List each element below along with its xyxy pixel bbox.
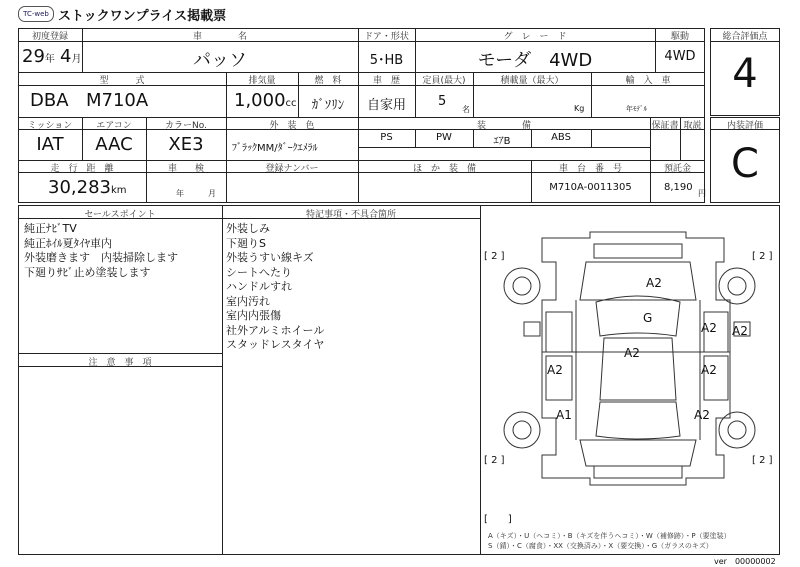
km-unit: km xyxy=(110,185,127,196)
damage-mark: A2 xyxy=(732,324,748,338)
drive-label: 駆動 xyxy=(670,32,689,42)
overall-rating-value: 4 xyxy=(732,51,758,97)
chassis-value: M710A-0011305 xyxy=(549,182,632,193)
special-note-item: シートへたり xyxy=(226,265,292,279)
caution-label: 注 意 事 項 xyxy=(88,358,152,368)
capacity-label: 定員(最大) xyxy=(422,76,466,86)
damage-mark: A2 xyxy=(701,321,717,335)
special-note-item: 外装うすい線キズ xyxy=(226,251,314,264)
spare-tire-mark: [ ] xyxy=(484,514,512,525)
type-label: 型 式 xyxy=(99,76,145,86)
aircon-label: エアコン xyxy=(96,121,132,131)
first-reg-value xyxy=(22,46,81,67)
legend-line: S（錆）・C（腐食）・XX（交換済み）・X（要交換）・G（ガラスのキズ） xyxy=(488,542,713,550)
import-label: 輸 入 車 xyxy=(625,76,671,86)
damage-mark: A2 xyxy=(547,363,563,377)
tire-mark-rear-right: [ 2 ] xyxy=(752,455,773,466)
equipment-label: 装 備 xyxy=(476,121,531,131)
color-value: ﾌﾞﾗｯｸMM/ﾀﾞｰｸｴﾒﾗﾙ xyxy=(232,143,318,154)
cc-unit: cc xyxy=(285,98,297,109)
deposit-value: 8,190 xyxy=(664,182,693,193)
month-unit: 月 xyxy=(71,54,82,65)
warranty-label: 保証書 xyxy=(651,121,679,131)
inspection-year-unit: 年 xyxy=(176,189,184,198)
tire-mark-front-right: [ 2 ] xyxy=(752,251,773,262)
overall-rating-label: 総合評価点 xyxy=(722,32,768,42)
manual-label: 取説 xyxy=(683,121,702,131)
special-note-item: スタッドレスタイヤ xyxy=(226,338,325,351)
equipment-airbag: ｴｱB xyxy=(493,136,511,147)
fuel-value: ｶﾞｿﾘﾝ xyxy=(311,98,345,113)
interior-rating-value: C xyxy=(731,141,759,187)
damage-mark: A2 xyxy=(646,276,662,290)
color-no-value: XE3 xyxy=(168,134,204,155)
special-note-item: ハンドルすれ xyxy=(226,280,292,293)
sales-point-item: 純正ﾎｲﾙ夏ﾀｲﾔ車内 xyxy=(24,236,112,250)
mission-value: IAT xyxy=(36,134,64,155)
first-reg-year: 29 xyxy=(22,46,45,67)
load-unit: Kg xyxy=(574,104,585,113)
interior-rating-label: 内装評価 xyxy=(726,121,763,131)
legend-line: A（キズ）・U（ヘコミ）・B（キズを伴うヘコミ）・W（補修跡）・P（要塗装） xyxy=(488,532,731,540)
mission-label: ミッション xyxy=(27,121,73,131)
damage-mark: G xyxy=(643,311,653,325)
first-reg-month: 4 xyxy=(60,46,72,67)
tire-mark-rear-left: [ 2 ] xyxy=(484,455,505,466)
damage-mark: A2 xyxy=(701,363,717,377)
chassis-label: 車 台 番 号 xyxy=(558,164,622,174)
type-value: M710A xyxy=(86,90,149,111)
equipment-ps: PS xyxy=(380,132,393,143)
damage-mark: A2 xyxy=(624,346,640,360)
page-title: ストックワンプライス掲載票 xyxy=(58,9,227,24)
equipment-pw: PW xyxy=(436,132,452,143)
special-note-item: 室内内張傷 xyxy=(226,309,281,322)
capacity-unit: 名 xyxy=(462,105,470,114)
displacement-label: 排気量 xyxy=(248,76,276,86)
special-notes-label: 特記事項・不具合箇所 xyxy=(305,210,396,220)
logo: TC-web xyxy=(18,6,54,22)
special-note-item: 外装しみ xyxy=(226,222,270,235)
grade-label: グ レ ー ド xyxy=(503,32,567,42)
displacement-value xyxy=(234,90,297,111)
sales-point-item: 純正ﾅﾋﾞTV xyxy=(24,222,77,235)
color-label: 外 装 色 xyxy=(269,121,315,131)
deposit-label: 預託金 xyxy=(663,164,691,174)
import-year-label: 年ﾓﾃﾞﾙ xyxy=(626,105,647,113)
sales-point-item: 下廻りｻﾋﾞ止め塗装します xyxy=(24,265,151,279)
mileage-label: 走 行 距 離 xyxy=(50,164,114,174)
drive-value: 4WD xyxy=(664,49,696,64)
car-name-value: パッソ xyxy=(193,50,247,71)
equipment-abs: ABS xyxy=(551,132,571,143)
damage-mark: A2 xyxy=(694,408,710,422)
sales-point-list xyxy=(24,222,178,280)
color-no-label: カラーNo. xyxy=(165,121,207,131)
special-note-item: 社外アルミホイール xyxy=(226,323,325,337)
car-name-label: 車 名 xyxy=(192,32,247,42)
special-note-item: 室内汚れ xyxy=(226,294,270,308)
aircon-value: AAC xyxy=(95,134,133,155)
other-equipment-label: ほ か 装 備 xyxy=(412,164,476,174)
damage-mark: A1 xyxy=(556,408,572,422)
grade-value: モーダ 4WD xyxy=(477,50,593,71)
load-label: 積載量（最大） xyxy=(500,76,564,86)
plate-label: 登録ナンバー xyxy=(265,164,319,174)
sales-point-label: セールスポイント xyxy=(84,210,156,220)
sales-point-item: 外装磨きます 内装掃除します xyxy=(24,251,178,264)
version-label: ver 00000002 xyxy=(714,557,776,566)
history-label: 車 歴 xyxy=(372,76,400,86)
deposit-unit: 円 xyxy=(698,189,706,198)
displacement-number: 1,000 xyxy=(234,90,286,111)
inspection-label: 車 検 xyxy=(167,164,204,174)
door-shape-value: 5･HB xyxy=(369,53,404,68)
year-unit: 年 xyxy=(44,54,55,65)
mileage-number: 30,283 xyxy=(48,177,111,198)
tire-mark-front-left: [ 2 ] xyxy=(484,251,505,262)
history-value: 自家用 xyxy=(366,98,406,113)
special-note-item: 下廻りS xyxy=(226,236,266,250)
capacity-value: 5 xyxy=(438,94,447,109)
inspection-month-unit: 月 xyxy=(208,189,216,198)
special-notes-list xyxy=(226,222,324,353)
fuel-label: 燃 料 xyxy=(314,76,342,86)
type-prefix: DBA xyxy=(30,90,69,111)
mileage-value xyxy=(48,177,127,198)
first-reg-label: 初度登録 xyxy=(31,32,68,42)
door-shape-label: ドア・形状 xyxy=(364,32,409,42)
